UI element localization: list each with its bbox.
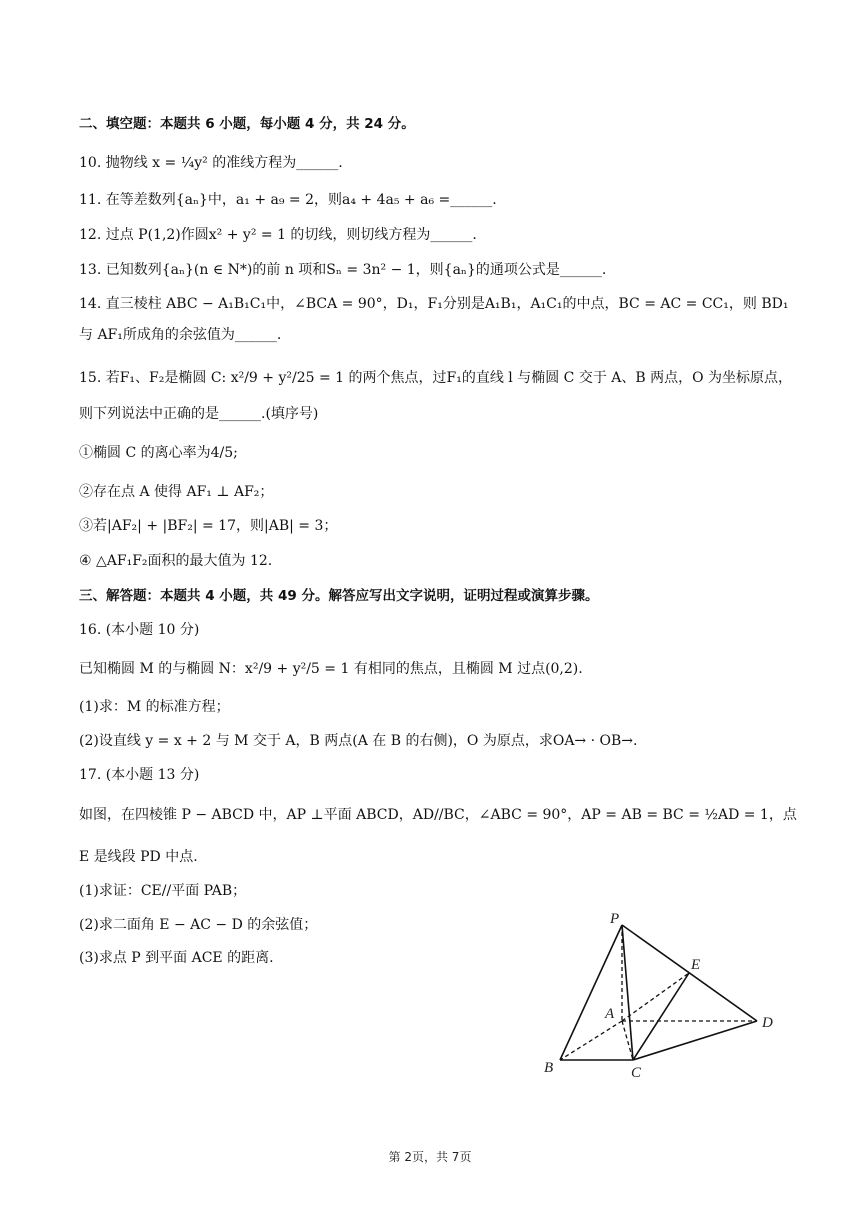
edge-CE — [633, 973, 689, 1060]
question-17-stem-1: 如图，在四棱锥 P − ABCD 中，AP ⊥平面 ABCD，AD//BC，∠ABC = 90°，AP = AB = BC = ½AD = 1，点 — [79, 807, 797, 823]
question-15-option-4: ④ △AF₁F₂面积的最大值为 12. — [79, 553, 273, 569]
label-P: P — [610, 911, 620, 927]
question-17-part-3: (3)求点 P 到平面 ACE 的距离. — [79, 950, 274, 966]
question-15-option-2: ②存在点 A 使得 AF₁ ⊥ AF₂； — [79, 484, 274, 500]
question-17-title: 17. (本小题 13 分) — [79, 767, 200, 783]
question-14-line-1: 14. 直三棱柱 ABC − A₁B₁C₁中，∠BCA = 90°，D₁，F₁分别是A₁B₁，A₁C₁的中点，BC = AC = CC₁，则 BD₁ — [79, 296, 789, 312]
question-16-title: 16. (本小题 10 分) — [79, 622, 200, 638]
question-12: 12. 过点 P(1,2)作圆x² + y² = 1 的切线，则切线方程为______. — [79, 227, 477, 243]
question-16-part-1: (1)求：M 的标准方程； — [79, 699, 230, 715]
question-16-part-2: (2)设直线 y = x + 2 与 M 交于 A，B 两点(A 在 B 的右侧)，O 为原点，求OA→ · OB→. — [79, 733, 638, 749]
page-footer: 第 2页，共 7页 — [388, 1150, 472, 1164]
label-A: A — [605, 1006, 615, 1022]
section-2-heading: 二、填空题：本题共 6 小题，每小题 4 分，共 24 分。 — [79, 116, 415, 132]
label-D: D — [762, 1015, 773, 1031]
question-11: 11. 在等差数列{aₙ}中，a₁ + a₉ = 2，则a₄ + 4a₅ + a₆ =______. — [79, 192, 497, 208]
edge-PC — [622, 925, 633, 1060]
question-14-line-2: 与 AF₁所成角的余弦值为______. — [79, 327, 282, 343]
section-3-heading: 三、解答题：本题共 4 小题，共 49 分。解答应写出文字说明，证明过程或演算步骤。 — [79, 588, 599, 604]
label-E: E — [691, 957, 701, 973]
question-15-option-1: ①椭圆 C 的离心率为4/5; — [79, 445, 238, 461]
label-C: C — [631, 1065, 642, 1081]
edge-CD — [633, 1021, 757, 1060]
question-15-line-2: 则下列说法中正确的是______.(填序号) — [79, 406, 319, 422]
question-10: 10. 抛物线 x = ¼y² 的准线方程为______. — [79, 155, 343, 171]
question-15-option-3: ③若|AF₂| + |BF₂| = 17，则|AB| = 3； — [79, 518, 338, 534]
label-B: B — [544, 1060, 554, 1076]
question-17-part-1: (1)求证：CE//平面 PAB； — [79, 883, 247, 899]
question-16-stem: 已知椭圆 M 的与椭圆 N：x²/9 + y²/5 = 1 有相同的焦点，且椭圆 M 过点(0,2). — [79, 661, 583, 677]
question-13: 13. 已知数列{aₙ}(n ∈ N*)的前 n 项和Sₙ = 3n² − 1，则{aₙ}的通项公式是______. — [79, 262, 607, 278]
pyramid-figure — [535, 905, 785, 1085]
question-15-line-1: 15. 若F₁、F₂是椭圆 C: x²/9 + y²/25 = 1 的两个焦点，过F₁的直线 l 与椭圆 C 交于 A、B 两点，O 为坐标原点， — [79, 370, 793, 386]
edge-AE — [622, 973, 689, 1021]
question-17-stem-2: E 是线段 PD 中点. — [79, 849, 198, 865]
question-17-part-2: (2)求二面角 E − AC − D 的余弦值； — [79, 917, 318, 933]
